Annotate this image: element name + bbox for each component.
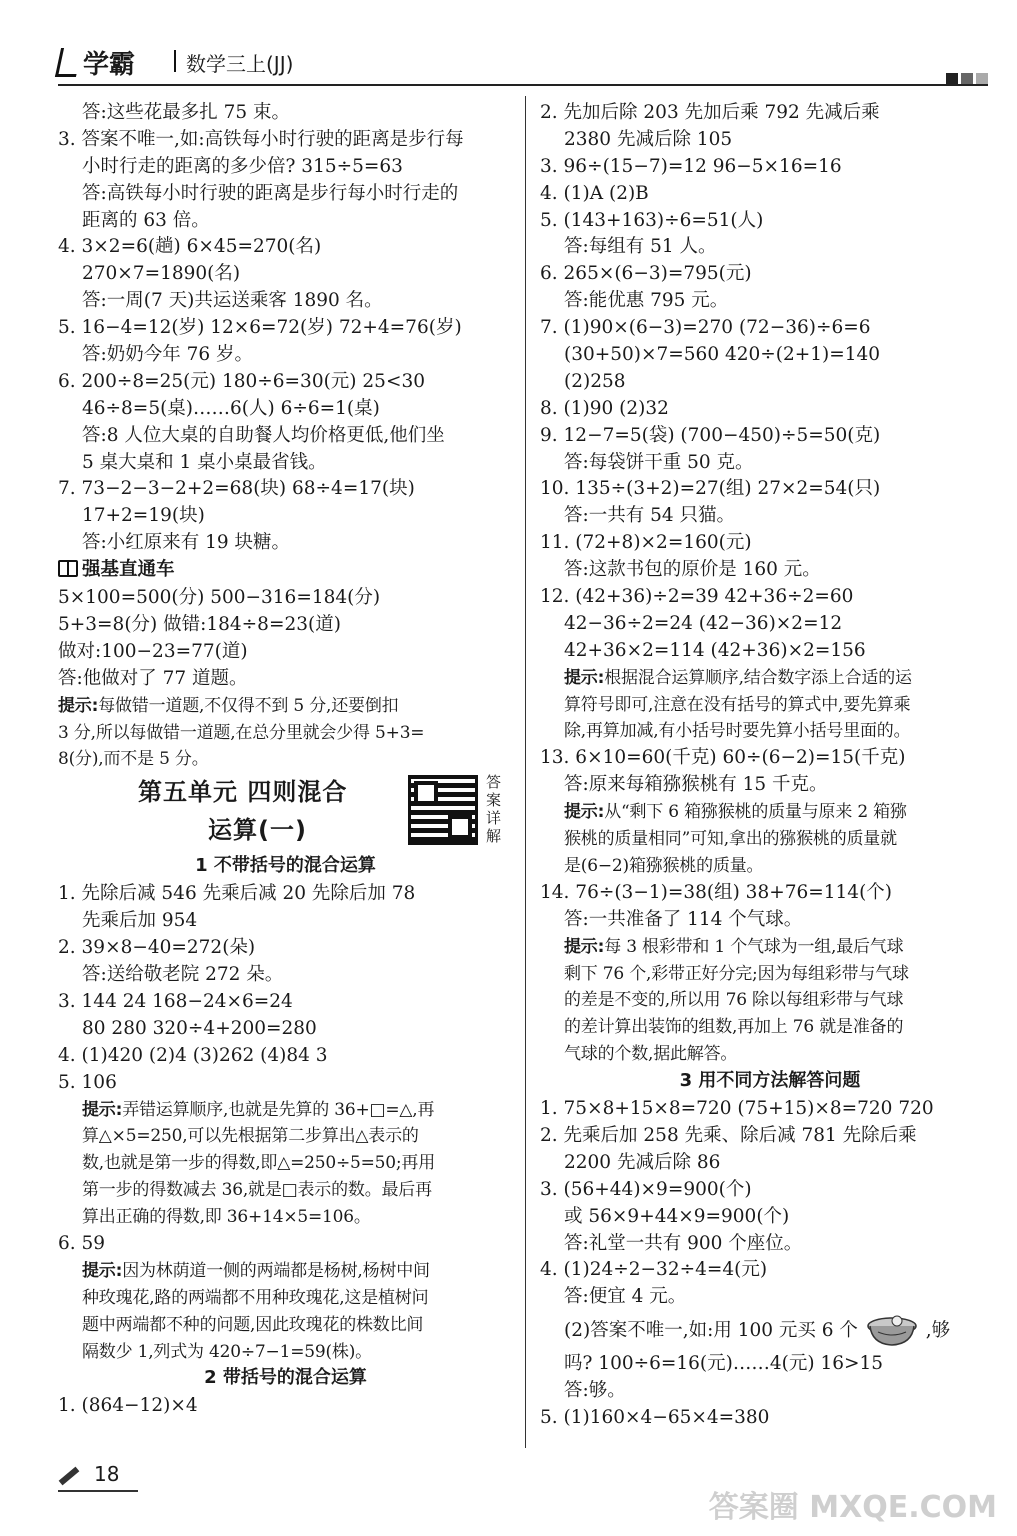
answer-line: 5. (1)160×4−65×4=380 xyxy=(540,1406,770,1428)
answer-line: 5+3=8(分) 做错:184÷8=23(道) xyxy=(58,614,341,636)
answer-line: 13. 6×10=60(千克) 60÷(6−2)=15(千克) xyxy=(540,747,906,769)
answer-line: 5×100=500(分) 500−316=184(分) xyxy=(58,587,381,609)
answer-line: 4. (1)A (2)B xyxy=(540,182,649,204)
answer-line: 算△×5=250,可以先根据第二步算出△表示的 xyxy=(82,1126,419,1147)
answer-line: 14. 76÷(3−1)=38(组) 38+76=114(个) xyxy=(540,881,893,903)
left-answers-a xyxy=(58,100,513,557)
answer-line: 2. 先乘后加 258 先乘、除后减 781 先除后乘 xyxy=(540,1124,917,1146)
answer-line: (2)258 xyxy=(564,370,626,392)
answer-line: 5. (143+163)÷6=51(人) xyxy=(540,209,764,231)
unit-title-line2: 运算(一) xyxy=(208,816,307,845)
answer-line: 第一步的得数减去 36,就是□表示的数。最后再 xyxy=(82,1180,432,1201)
section-label: 强基直通车 xyxy=(58,557,513,585)
answer-line: 7. (1)90×(6−3)=270 (72−36)÷6=6 xyxy=(540,317,871,339)
header-divider xyxy=(174,50,176,72)
answer-line: 答:送给敬老院 272 朵。 xyxy=(82,964,284,986)
answer-line: 46÷8=5(桌)……6(人) 6÷6=1(桌) xyxy=(82,397,380,419)
answer-line: 做对:100−23=77(道) xyxy=(58,640,248,662)
answer-line: 答:一共准备了 114 个气球。 xyxy=(564,908,803,930)
answer-line: 提示:根据混合运算顺序,结合数字添上合适的运 xyxy=(564,667,912,688)
answer-line: (30+50)×7=560 420÷(2+1)=140 xyxy=(564,344,881,366)
answer-line: 1. 先除后减 546 先乘后减 20 先除后加 78 xyxy=(58,883,416,905)
basket-text-a: (2)答案不唯一,如:用 100 元买 6 个 xyxy=(564,1320,858,1342)
answer-line: 8(分),而不是 5 分。 xyxy=(58,749,209,770)
left-answers-d xyxy=(58,1393,513,1420)
answer-line: 答:高铁每小时行驶的距离是步行每小时行走的 xyxy=(82,182,459,204)
answer-line: 答:这些花最多扎 75 束。 xyxy=(82,102,291,123)
answer-line: 剩下 76 个,彩带正好分完;因为每组彩带与气球 xyxy=(564,963,909,984)
answer-line: 算符号即可,注意在没有括号的算式中,要先算乘 xyxy=(564,694,911,715)
answer-line: 提示:弄错运算顺序,也就是先算的 36+□=△,再 xyxy=(82,1099,435,1120)
answer-line: 答:够。 xyxy=(564,1380,626,1402)
subsection-heading-3: 3 用不同方法解答问题 xyxy=(679,1070,861,1092)
answer-line: 提示:每做错一道题,不仅得不到 5 分,还要倒扣 xyxy=(58,695,399,716)
answer-line: 42−36÷2=24 (42−36)×2=12 xyxy=(564,612,843,634)
pencil-icon xyxy=(59,1466,80,1485)
answer-line: 1. 75×8+15×8=720 (75+15)×8=720 720 xyxy=(540,1098,934,1120)
answer-line: 80 280 320÷4+200=280 xyxy=(82,1017,317,1039)
answer-line: 4. (1)24÷2−32÷4=4(元) xyxy=(540,1259,768,1281)
qr-label: 答案详解 xyxy=(486,773,502,846)
column-divider xyxy=(525,96,526,1448)
answer-line: 6. 59 xyxy=(58,1232,106,1254)
answer-line: 答:一共有 54 只猫。 xyxy=(564,505,736,527)
answer-line: 11. (72+8)×2=160(元) xyxy=(540,532,752,554)
answer-line: 3. 96÷(15−7)=12 96−5×16=16 xyxy=(540,155,842,177)
answer-line: 是(6−2)箱猕猴桃的质量。 xyxy=(564,855,764,876)
qr-code-icon[interactable] xyxy=(408,775,478,845)
answer-line: 3. 答案不唯一,如:高铁每小时行驶的距离是步行每 xyxy=(58,128,464,150)
brand-mark-icon xyxy=(55,48,82,77)
answer-line: 答:礼堂一共有 900 个座位。 xyxy=(564,1232,803,1254)
answer-line: 1. (864−12)×4 xyxy=(58,1395,198,1417)
answer-line: 答:这款书包的原价是 160 元。 xyxy=(564,559,821,581)
answer-line: 吗? 100÷6=16(元)……4(元) 16>15 xyxy=(564,1353,884,1375)
answer-line: 9. 12−7=5(袋) (700−450)÷5=50(克) xyxy=(540,424,881,446)
answer-line: 除,再算加减,有小括号时要先算小括号里面的。 xyxy=(564,721,911,742)
answer-line: 提示:因为林荫道一侧的两端都是杨树,杨树中间 xyxy=(82,1260,430,1281)
answer-line: 或 56×9+44×9=900(个) xyxy=(564,1205,790,1227)
answer-line: 2. 先加后除 203 先加后乘 792 先减后乘 xyxy=(540,102,880,123)
left-column xyxy=(58,100,513,1420)
header-rule xyxy=(58,84,988,86)
basket-question-line xyxy=(540,1311,1000,1351)
answer-line: 猴桃的质量相同”可知,拿出的猕猴桃的质量就 xyxy=(564,829,897,850)
answer-line: 6. 265×(6−3)=795(元) xyxy=(540,263,752,285)
right-column xyxy=(540,100,1000,1432)
footer-rule xyxy=(58,1490,138,1492)
right-answers-c xyxy=(540,1351,1000,1432)
answer-line: 距离的 63 倍。 xyxy=(82,209,210,231)
answer-line: 4. (1)420 (2)4 (3)262 (4)84 3 xyxy=(58,1044,328,1066)
answer-line: 270×7=1890(名) xyxy=(82,263,241,285)
answer-line: 答:他做对了 77 道题。 xyxy=(58,667,248,689)
answer-line: 2200 先减后除 86 xyxy=(564,1151,721,1173)
answer-line: 2. 39×8−40=272(朵) xyxy=(58,937,256,959)
answer-line: 8. (1)90 (2)32 xyxy=(540,397,669,419)
answer-line: 3. 144 24 168−24×6=24 xyxy=(58,990,293,1012)
answer-line: 5. 16−4=12(岁) 12×6=72(岁) 72+4=76(岁) xyxy=(58,317,462,339)
answer-line: 5. 106 xyxy=(58,1071,117,1093)
right-answers-b xyxy=(540,1096,1000,1311)
answer-line: 隔数少 1,列式为 420÷7−1=59(株)。 xyxy=(82,1341,372,1362)
answer-line: 的差是不变的,所以用 76 除以每组彩带与气球 xyxy=(564,990,904,1011)
answer-line: 12. (42+36)÷2=39 42+36÷2=60 xyxy=(540,586,854,608)
answer-line: 题中两端都不种的问题,因此玫瑰花的株数比间 xyxy=(82,1314,424,1335)
answer-line: 3. (56+44)×9=900(个) xyxy=(540,1178,752,1200)
answer-line: 答:每袋饼干重 50 克。 xyxy=(564,451,754,473)
answer-line: 数,也就是第一步的得数,即△=250÷5=50;再用 xyxy=(82,1153,436,1174)
answer-line: 10. 135÷(3+2)=27(组) 27×2=54(只) xyxy=(540,478,881,500)
answer-line: 算出正确的得数,即 36+14×5=106。 xyxy=(82,1207,371,1228)
header-squares-icon xyxy=(943,70,988,89)
answer-line: 先乘后加 954 xyxy=(82,910,198,932)
answer-line: 答:小红原来有 19 块糖。 xyxy=(82,532,291,554)
answer-line: 答:奶奶今年 76 岁。 xyxy=(82,344,254,366)
answer-line: 提示:每 3 根彩带和 1 个气球为一组,最后气球 xyxy=(564,936,904,957)
answer-line: 2380 先减后除 105 xyxy=(564,128,733,150)
answer-line: 答:原来每箱猕猴桃有 15 千克。 xyxy=(564,774,828,796)
answer-line: 17+2=19(块) xyxy=(82,505,205,527)
answer-line: 7. 73−2−3−2+2=68(块) 68÷4=17(块) xyxy=(58,478,415,500)
answer-line: 答:8 人位大桌的自助餐人均价格更低,他们坐 xyxy=(82,424,445,446)
answer-line: 答:能优惠 795 元。 xyxy=(564,290,729,312)
answer-line: 气球的个数,据此解答。 xyxy=(564,1044,738,1065)
subsection-heading-1: 1 不带括号的混合运算 xyxy=(195,855,376,877)
unit-title xyxy=(58,773,513,853)
answer-line: 的差计算出装饰的组数,再加上 76 就是准备的 xyxy=(564,1017,904,1038)
answer-line: 42+36×2=114 (42+36)×2=156 xyxy=(564,639,866,661)
answer-line: 6. 200÷8=25(元) 180÷6=30(元) 25<30 xyxy=(58,370,425,392)
page-header xyxy=(58,40,988,84)
book-icon xyxy=(58,560,78,577)
right-answers-a xyxy=(540,100,1000,1068)
answer-line: 小时行走的距离的多少倍? 315÷5=63 xyxy=(82,155,403,177)
answer-line: 4. 3×2=6(趟) 6×45=270(名) xyxy=(58,236,322,258)
page-number: 18 xyxy=(94,1462,120,1486)
page-footer xyxy=(58,1462,119,1486)
basket-text-b: ,够 xyxy=(925,1320,951,1342)
brand-logo: 学霸 xyxy=(58,44,135,81)
cake-basket-icon xyxy=(864,1314,920,1348)
answer-line: 3 分,所以每做错一道题,在总分里就会少得 5+3= xyxy=(58,722,425,743)
answer-line: 5 桌大桌和 1 桌小桌最省钱。 xyxy=(82,451,327,473)
answer-line: 种玫瑰花,路的两端都不用种玫瑰花,这是植树问 xyxy=(82,1287,429,1308)
watermark: 答案圈 MXQE.COM xyxy=(708,1490,997,1525)
answer-line: 答:每组有 51 人。 xyxy=(564,236,717,258)
left-answers-c xyxy=(58,881,513,1365)
answer-line: 答:便宜 4 元。 xyxy=(564,1286,687,1308)
unit-title-line1: 第五单元 四则混合 xyxy=(138,778,348,807)
subsection-heading-2: 2 带括号的混合运算 xyxy=(204,1367,367,1389)
answer-line: 提示:从“剩下 6 箱猕猴桃的质量与原来 2 箱猕 xyxy=(564,802,907,823)
subject-title: 数学三上(JJ) xyxy=(186,52,294,76)
left-answers-b xyxy=(58,585,513,773)
answer-line: 答:一周(7 天)共运送乘客 1890 名。 xyxy=(82,290,383,312)
